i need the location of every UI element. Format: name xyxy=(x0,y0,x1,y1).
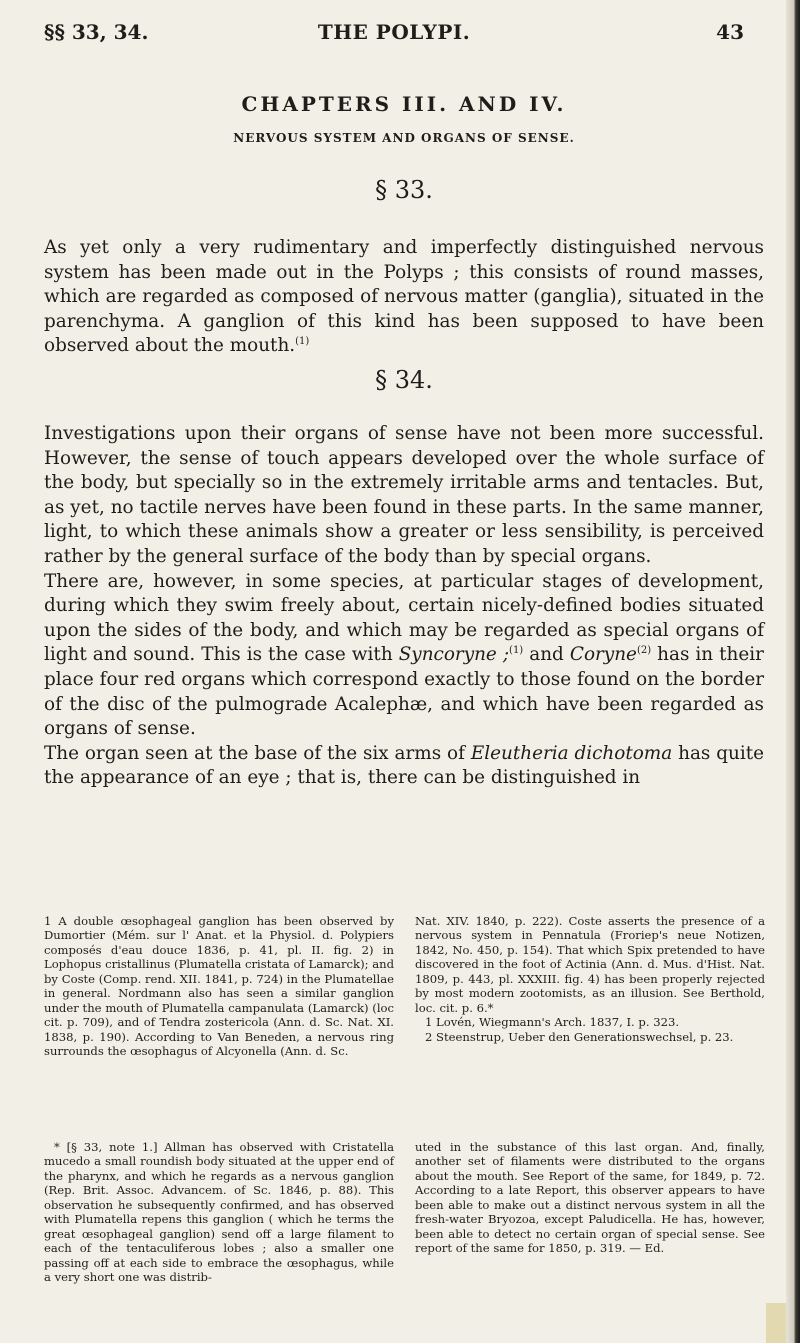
section-34-text xyxy=(44,422,764,791)
editor-note-right: uted in the substance of this last organ. And, finally, another set of filaments were distributed to the organs about the mouth. See Report of the same, for 1849, p. 72. According to a late Report, this observer appears to have been able to make out a distinct nervous system in all the fresh-water Bryozoa, except Paludicella. He has, however, been able to detect no certain organ of special sense. See report of the same for 1850, p. 319. — Ed. xyxy=(415,1140,765,1256)
section-34-paragraph-2 xyxy=(44,570,764,742)
footnote-mark: (1) xyxy=(509,645,524,657)
p2-italic-syncoryne: Syncoryne ; xyxy=(398,644,510,666)
section-33-body: As yet only a very rudimentary and imperfectly distinguished nervous system has been made out in the Polyps ; this consists of round masses, which are regarded as composed of nervous matter (ganglia), situated in the parenchyma. A ganglion of this kind has been supposed to have been observed about the mouth. xyxy=(44,237,764,357)
p3-text-b: has quite the appearance of an eye ; that is, there can be distinguished in xyxy=(44,742,764,789)
footnote-mark: (1) xyxy=(295,336,310,348)
p3-text-a: The organ seen at the base of the six arms of xyxy=(44,742,465,764)
section-33-text xyxy=(44,236,764,359)
footnote-1: 1 A double œsophageal ganglion has been observed by Dumortier (Mém. sur l' Anat. et la Physiol. d. Polypiers composés d'eau douce 1836, p. 41, pl. II. fig. 2) in Lophopus cristallinus (Plumatella cristata of Lamarck); and by Coste (Comp. rend. XII. 1841, p. 724) in the Plumatellae in general. Nordmann also has seen a similar ganglion under the mouth of Plumatella campanulata (Lamarck) (loc cit. p. 709), and of Tendra zostericola (Ann. d. Sc. Nat. XI. 1838, p. 190). According to Van Beneden, a nervous ring surrounds the œsophagus of Alcyonella (Ann. d. Sc. xyxy=(44,914,394,1059)
footnote-1-continued: Nat. XIV. 1840, p. 222). Coste asserts the presence of a nervous system in Pennatula (Froriep's neue Notizen, 1842, No. 450, p. 154). That which Spix pretended to have discovered in the foot of Actinia (Ann. d. Mus. d'Hist. Nat. 1809, p. 443, pl. XXXIII. fig. 4) has been properly rejected by most modern zootomists, as an illusion. See Berthold, loc. cit. p. 6.* xyxy=(415,914,765,1015)
running-header xyxy=(44,20,744,50)
footnotes-left-column xyxy=(44,914,394,1059)
section-34-paragraph-1: Investigations upon their organs of sense have not been more successful. However, the sense of touch appears developed over the whole surface of the body, but specially so in the extremely irritable arms and tentacles. But, as yet, no tactile nerves have been found in these parts. In the same manner, light, to which these animals show a greater or less sensibility, is perceived rather by the general surface of the body than by special organs. xyxy=(44,423,764,567)
section-34-heading: § 34. xyxy=(375,366,433,394)
section-33-heading: § 33. xyxy=(375,176,433,204)
p2-text-c: has in their place four red organs which correspond exactly to those found on the border of the disc of the pulmograde Acalephæ, and which have been regarded as organs of sense. xyxy=(44,644,764,740)
footnote-loven: 1 Lovén, Wiegmann's Arch. 1837, I. p. 323. xyxy=(425,1015,680,1030)
footnote-steenstrup: 2 Steenstrup, Ueber den Generationswechsel, p. 23. xyxy=(425,1029,734,1044)
chapter-title: CHAPTERS III. AND IV. xyxy=(241,92,567,116)
editor-note-left: * [§ 33, note 1.] Allman has observed with Cristatella mucedo a small roundish body situated at the upper end of the pharynx, and which he regards as a nervous ganglion (Rep. Brit. Assoc. Advancem. of Sc. 1846, p. 88). This observation he subsequently confirmed, and has observed with Plumatella repens this ganglion ( which he terms the great œsophageal ganglion) send off a large filament to each of the tentaculiferous lobes ; also a smaller one passing off at each side to embrace the œsophagus, while a very short one was distrib- xyxy=(44,1140,394,1285)
footnotes-right-column xyxy=(415,914,765,1044)
p2-text-b: and xyxy=(529,644,564,666)
editor-note-left-column xyxy=(44,1140,394,1285)
page-edge-shadow xyxy=(786,0,800,1343)
header-section-ref: §§ 33, 34. xyxy=(44,20,149,44)
p3-italic-eleutheria: Eleutheria dichotoma xyxy=(470,742,673,764)
p2-italic-coryne: Coryne xyxy=(569,644,637,666)
page-stain xyxy=(766,1303,786,1343)
section-34-paragraph-3 xyxy=(44,742,764,791)
editor-note-right-column xyxy=(415,1140,765,1256)
chapter-subtitle: NERVOUS SYSTEM AND ORGANS OF SENSE. xyxy=(233,131,575,145)
footnote-mark: (2) xyxy=(636,645,652,657)
header-title: THE POLYPI. xyxy=(317,20,471,44)
page-number: 43 xyxy=(716,20,744,44)
p2-text-a: There are, however, in some species, at particular stages of development, during which they swim freely about, certain nicely-defined bodies situated upon the sides of the body, and which may be regarded as special organs of light and sound. This is the case with xyxy=(44,570,764,666)
